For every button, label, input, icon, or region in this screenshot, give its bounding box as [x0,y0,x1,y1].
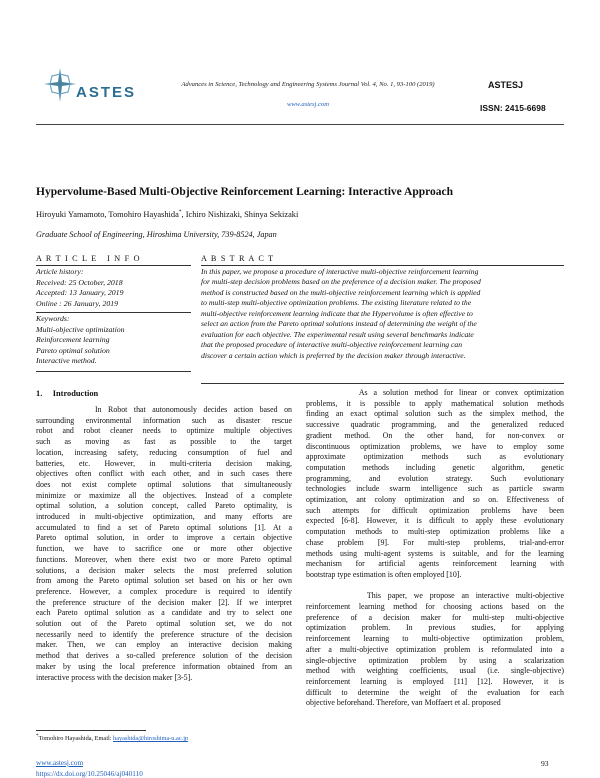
logo-mark-icon [40,64,80,108]
affiliation: Graduate School of Engineering, Hiroshima University, 739-8524, Japan [36,230,277,239]
text-line: method that derives a so-called preference solution of the decision [36,651,292,661]
footnote-email-link[interactable]: hayashida@hiroshima-u.ac.jp [113,735,189,743]
text-line: functions. Moreover, when there exist two or more Pareto optimal [36,554,292,564]
text-line: such as moving as fast as possible to the target [36,437,292,447]
authors [36,209,564,219]
authors-rest: , Ichiro Nishizaki, Shinya Sekizaki [181,209,299,219]
footnote-mark: * [36,733,39,739]
text-line: This paper, we propose an interactive multi-objective [306,591,564,601]
keywords [36,313,191,372]
text-line: successive quadratic programming, and the generalized reduced [306,420,564,430]
text-line: methods using multi-agent systems is suitable, and for the learning [306,548,564,558]
text-line: optimization problem. In previous studies, for applying [306,623,564,633]
abstract-line: method is constructed based on the multi-objective reinforcement learning which is applied [201,287,481,297]
text-line: introduced in multi-objective optimization, and many efforts are [36,512,292,522]
body-column-left [36,389,292,683]
text-line: objective beforehand. Therefore, van Moffaert et al. proposed [306,698,501,708]
text-line: after a multi-objective optimization problem is reformulated into a [306,644,564,654]
abstract-line: In this paper, we propose a procedure of interactive multi-objective reinforcement learning [201,267,479,276]
abstract-heading: A B S T R A C T [201,254,564,266]
text-line: minimize or maximize all the objectives. Instead of a complete [36,490,292,500]
abstract-line: select an action from the Pareto optimal solutions instead of determining the weight of the [201,319,477,329]
text-line: function, we have to sacrifice one or more other objective [36,544,292,554]
paragraph-solution-methods [306,388,564,581]
text-line: solutions, a decision maker selects the most preferred solution [36,565,292,575]
text-line: expected [6-8]. However, it is difficult to apply these evolutionary [306,516,564,526]
header-divider [36,124,564,125]
journal-url-link[interactable]: www.astesj.com [286,101,329,108]
footnote [36,733,188,742]
abstract-line: for multi-step decision problems based on the preference of a decision maker. The proposed [201,277,481,287]
text-line: optimal solution, a solution concept, called Pareto optimality, is [36,501,292,511]
article-info [36,254,191,372]
abstract-line: to multi-step multi-objective optimization problems. The existing literature related to the [201,298,472,308]
body-column-right [306,389,564,709]
keyword-line: Reinforcement learning [36,335,110,345]
text-line: location, increasing safety, reducing consumption of fuel and [36,447,292,457]
text-line: mechanism for artificial agents reinforcement learning with [306,559,564,569]
text-line: chase problem [9]. For multi-step problems, trial-and-error [306,537,564,547]
text-line: from among the Pareto optimal solution set based on his or her own [36,576,292,586]
footnote-text: Tomohiro Hayashida, Email: [38,735,114,743]
history-line: Accepted: 13 January, 2019 [36,288,124,298]
text-line: computation methods including genetic algorithm, genetic [306,462,564,472]
journal-abbrev: ASTESJ [488,80,524,90]
abstract-line: discover a certain action which is preferred by the decision maker through interactive. [201,350,466,360]
footer-url-link[interactable]: www.astesj.com [36,759,84,767]
text-line: batteries, etc. However, in multi-criteria decision making, [36,458,292,468]
text-line: discontinuous optimization problems, we have to employ some [306,441,564,451]
section-heading: 1. Introduction [36,389,99,398]
text-line: In Robot that autonomously decides action based on [36,405,292,414]
text-line: finding an exact optimal solution such as the simplex method, the [306,409,564,419]
text-line: approximate optimization methods such as evolutionary [306,452,564,462]
text-line: interactive process with the decision maker [3-5]. [36,672,193,682]
logo-text: ASTES [76,84,137,101]
corresponding-mark: * [178,209,182,215]
text-line: preference of a decision maker for multi-step multi-objective [306,612,564,622]
text-line: preference. However, a complex procedure is required to identify [36,586,292,596]
abstract-text [201,266,564,384]
authors-primary: Hiroyuki Yamamoto, Tomohiro Hayashida [36,209,179,219]
text-line: maker by using the local preference information obtained from an [36,661,292,671]
text-line: problems, it is possible to apply mathematical solution methods [306,398,564,408]
keyword-line: Keywords: [36,314,70,323]
footnote-divider [36,730,146,731]
text-line: necessarily need to identify the preference structure of the decision [36,629,292,639]
abstract-line: multi-objective reinforcement learning indicate that the Hypervolume is often effective to [201,308,473,318]
text-line: reinforcement learning is employed [11] [12]. However, it is [306,676,564,686]
page-number: 93 [541,759,549,768]
text-line: technologies include swarm intelligence such as particle swarm [306,484,564,494]
text-line: single-objective optimization problem by using a scalarization [306,655,564,665]
journal-citation: Advances in Science, Technology and Engineering Systems Journal Vol. 4, No. 1, 93-100 (2019) [181,81,435,88]
text-line: programming, and evolution strategy. Such evolutionary [306,473,564,483]
keyword-line: Interactive method. [36,356,97,366]
text-line: does not exist complete optimal solutions that simultaneously [36,479,292,489]
text-line: objectives often conflict with each other, and in such cases there [36,469,292,479]
text-line: bootstrap type estimation is often employed [10]. [306,569,462,579]
footer-doi-link[interactable]: https://dx.doi.org/10.25046/aj040110 [36,770,143,778]
article-info-heading: A R T I C L E I N F O [36,254,191,266]
text-line: optimization, ant colony optimization and so on. Effectiveness of [306,495,564,505]
abstract [201,254,564,384]
text-line: reinforcement learning to multi-objective optimization problem, [306,634,564,644]
text-line: maker. Then, we can employ an interactive decision making [36,640,292,650]
text-line: solution out of the Pareto optimal solution set, we do not [36,619,292,629]
history-line: Online : 26 January, 2019 [36,298,119,308]
abstract-line: that the proposed procedure of interactive multi-objective reinforcement learning can [201,340,463,350]
text-line: Pareto optimal solution, in order to improve a certain objective [36,533,292,543]
keyword-line: Pareto optimal solution [36,345,110,355]
text-line: method with weighting coefficients, usual (i.e. single-objective) [306,666,564,676]
text-line: difficult to determine the weight of the evaluation for each [306,687,564,697]
text-line: such attempts for difficult optimization problems have been [306,505,564,515]
text-line: accumulated to find a set of Pareto optimal solutions [1]. At a [36,522,292,532]
issn: ISSN: 2415-6698 [480,103,546,113]
text-line: gradient method. On the other hand, for non-convex or [306,430,564,440]
text-line: computation methods to multi-step optimization problems like a [306,527,564,537]
history-line: Article history: [36,267,84,276]
keyword-line: Multi-objective optimization [36,324,125,334]
text-line: As a solution method for linear or convex optimization [306,388,564,397]
paper-title: Hypervolume-Based Multi-Objective Reinforcement Learning: Interactive Approach [36,186,454,198]
text-line: reinforcement learning method for choosing actions based on the [306,602,564,612]
history-line: Received: 25 October, 2018 [36,277,123,287]
introduction-paragraph [36,405,292,683]
text-line: surrounding environmental information such as disaster rescue [36,415,292,425]
text-line: robot and robot cleaner needs to optimize multiple objectives [36,426,292,436]
article-history [36,266,191,313]
paragraph-proposal [306,591,564,709]
text-line: each Pareto optimal solution as a candidate and try to select one [36,608,292,618]
abstract-line: evaluation for each objective. The experimental result using several benchmarks indicate [201,329,474,339]
text-line: the preference structure of the decision maker [2]. If we interpret [36,597,292,607]
